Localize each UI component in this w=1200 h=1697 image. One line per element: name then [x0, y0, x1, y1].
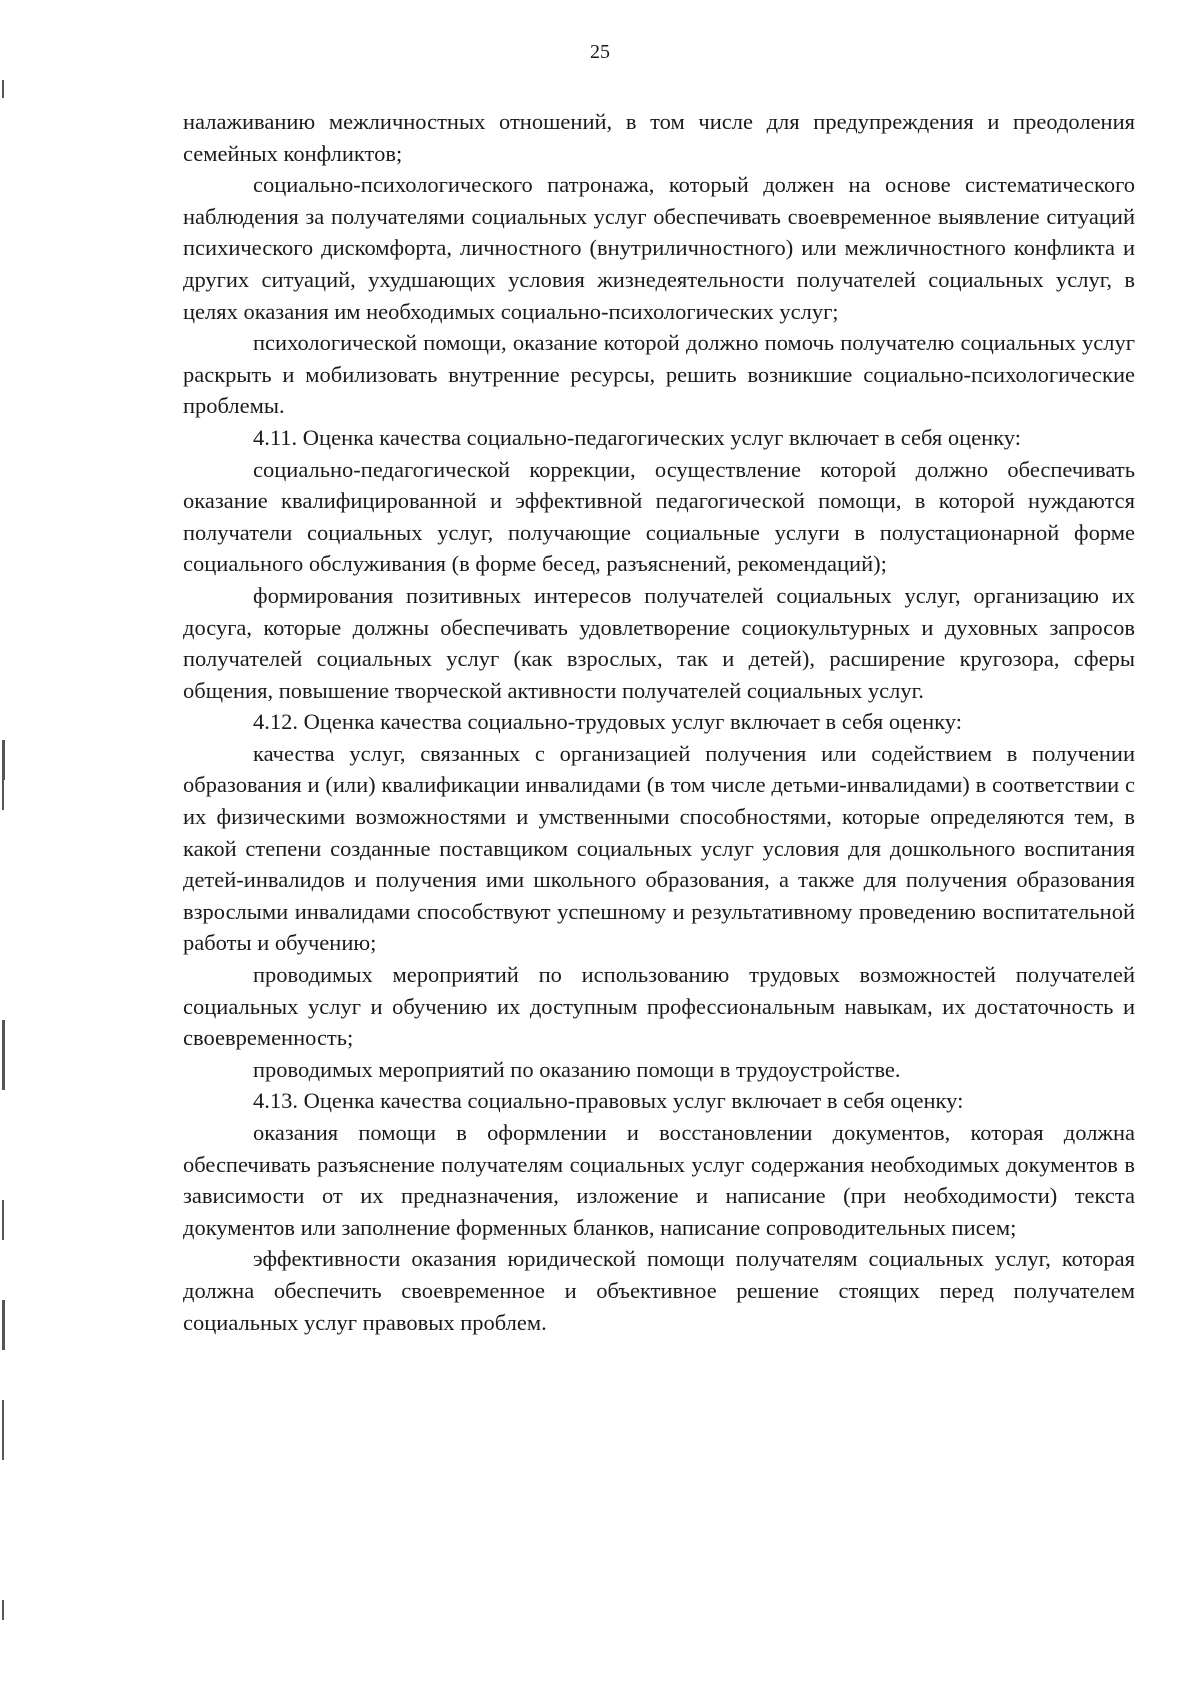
paragraph: налаживанию межличностных отношений, в том числе для предупреждения и преодоления семейных конфликтов;	[183, 109, 1135, 166]
paragraph: социально-психологического патронажа, который должен на основе систематического наблюдения за получателями социальных услуг обеспечивать своевременное выявление ситуаций психического дискомфорта, личностного (внутриличностного) или межличностного конфликта и других ситуаций, ухудшающих условия жизнедеятельности получателей социальных услуг, в целях оказания им необходимых социально-психологических услуг;	[183, 172, 1135, 324]
paragraph: психологической помощи, оказание которой должно помочь получателю социальных услуг раскрыть и мобилизовать внутренние ресурсы, решить возникшие социально-психологические проблемы.	[183, 330, 1135, 419]
paragraph: проводимых мероприятий по оказанию помощи в трудоустройстве.	[253, 1056, 901, 1082]
section-heading-paragraph: 4.11. Оценка качества социально-педагогических услуг включает в себя оценку:	[253, 424, 1021, 450]
document-body	[183, 106, 1135, 1338]
paragraph: проводимых мероприятий по использованию трудовых возможностей получателей социальных услуг и обучению их доступным профессиональным навыкам, их достаточность и своевременность;	[183, 962, 1135, 1051]
paragraph: формирования позитивных интересов получателей социальных услуг, организацию их досуга, которые должны обеспечивать удовлетворение социокультурных и духовных запросов получателей социальных услуг (как взрослых, так и детей), расширение кругозора, сферы общения, повышение творческой активности получателей социальных услуг.	[183, 582, 1135, 703]
scan-edge-artifact	[0, 0, 12, 1697]
paragraph: эффективности оказания юридической помощи получателям социальных услуг, которая должна обеспечить своевременное и объективное решение стоящих перед получателем социальных услуг правовых проблем.	[183, 1246, 1135, 1335]
page-number: 25	[590, 41, 610, 63]
paragraph: социально-педагогической коррекции, осуществление которой должно обеспечивать оказание квалифицированной и эффективной педагогической помощи, в которой нуждаются получатели социальных услуг, получающие социальные услуги в полустационарной форме социального обслуживания (в форме бесед, разъяснений, рекомендаций);	[183, 456, 1135, 577]
paragraph: оказания помощи в оформлении и восстановлении документов, которая должна обеспечивать разъяснение получателям социальных услуг содержания необходимых документов в зависимости от их предназначения, изложение и написание (при необходимости) текста документов или заполнение форменных бланков, написание сопроводительных писем;	[183, 1120, 1135, 1240]
paragraph: качества услуг, связанных с организацией получения или содействием в получении образования и (или) квалификации инвалидами (в том числе детьми-инвалидами) в соответствии с их физическими возможностями и умственными способностями, которые определяются тем, в какой степени созданные поставщиком социальных услуг условия для дошкольного воспитания детей-инвалидов и получения ими школьного образования, а также для получения образования взрослыми инвалидами способствуют успешному и результативному проведению воспитательной работы и обучению;	[183, 740, 1135, 956]
section-heading-paragraph: 4.12. Оценка качества социально-трудовых услуг включает в себя оценку:	[253, 709, 962, 735]
section-heading-paragraph: 4.13. Оценка качества социально-правовых услуг включает в себя оценку:	[253, 1088, 964, 1114]
